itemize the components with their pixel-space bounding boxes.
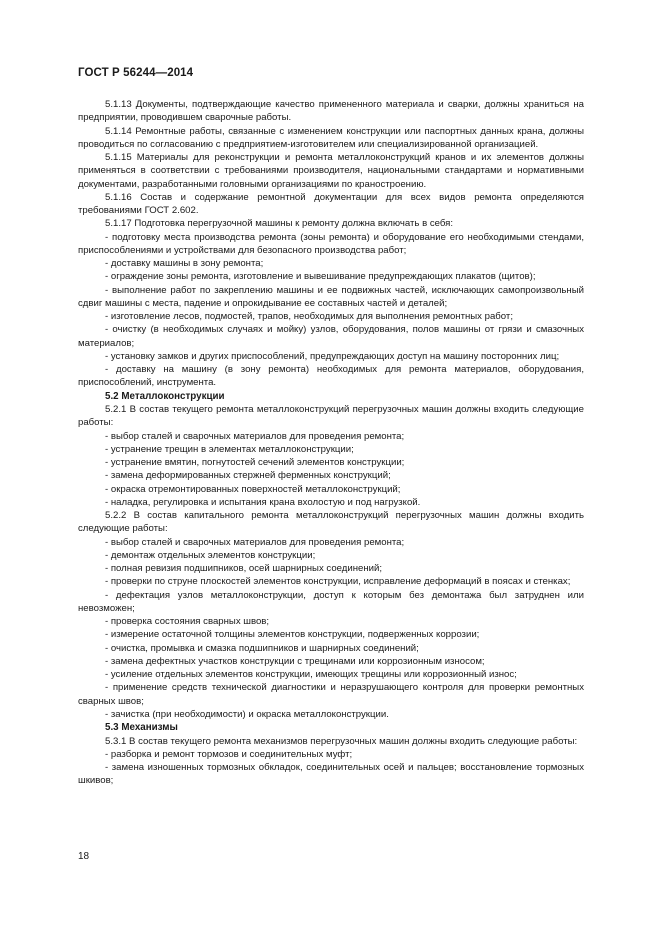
document-header: ГОСТ Р 56244—2014	[78, 67, 194, 79]
paragraph: - выбор сталей и сварочных материалов для проведения ремонта;	[105, 430, 405, 442]
paragraph: 5.1.14 Ремонтные работы, связанные с изменением конструкции или паспортных данных крана, должны проводиться по согласованию с предприятием-изготовителем или специализированной организацией.	[78, 125, 584, 150]
paragraph: 5.1.13 Документы, подтверждающие качество примененного материала и сварки, должны храниться на предприятии, проводившем сварочные работы.	[78, 99, 584, 124]
section-heading: 5.3 Механизмы	[105, 722, 178, 734]
paragraph: - устранение вмятин, погнутостей сечений элементов конструкции;	[105, 457, 405, 469]
paragraph: - измерение остаточной толщины элементов конструкции, подверженных коррозии;	[105, 629, 480, 641]
paragraph: - наладка, регулировка и испытания крана вхолостую и под нагрузкой.	[105, 496, 421, 508]
paragraph: - применение средств технической диагностики и неразрушающего контроля для проверки ремонтных сварных швов;	[78, 682, 584, 707]
document-body	[78, 98, 584, 788]
paragraph: 5.2.1 В состав текущего ремонта металлоконструкций перегрузочных машин должны входить следующие работы:	[78, 404, 584, 429]
paragraph: - проверка состояния сварных швов;	[105, 616, 270, 628]
paragraph: - зачистка (при необходимости) и окраска металлоконструкции.	[105, 708, 389, 720]
section-heading: 5.2 Металлоконструкции	[105, 390, 225, 402]
paragraph: - замена изношенных тормозных обкладок, соединительных осей и пальцев; восстановление тормозных шкивов;	[78, 762, 584, 787]
paragraph: 5.1.17 Подготовка перегрузочной машины к ремонту должна включать в себя:	[105, 218, 454, 230]
paragraph: - подготовку места производства ремонта (зоны ремонта) и оборудование его необходимыми стендами, приспособлениями и устройствами для безопасного производства работ;	[78, 231, 584, 256]
paragraph: - выполнение работ по закреплению машины и ее подвижных частей, исключающих самопроизвольный сдвиг машины с места, падение и опрокидывание ее составных частей и деталей;	[78, 284, 584, 309]
paragraph: 5.3.1 В состав текущего ремонта механизмов перегрузочных машин должны входить следующие работы:	[105, 735, 578, 747]
paragraph: - усиление отдельных элементов конструкции, имеющих трещины или коррозионный износ;	[105, 669, 517, 681]
paragraph: - очистку (в необходимых случаях и мойку) узлов, оборудования, полов машины от грязи и смазочных материалов;	[78, 324, 584, 349]
paragraph: 5.1.15 Материалы для реконструкции и ремонта металлоконструкций кранов и их элементов должны применяться в соответствии с требованиями производителя, национальными стандартами и нормативными документами, разработанными головными организациями по краностроению.	[78, 152, 584, 190]
paragraph: - проверки по струне плоскостей элементов конструкции, исправление деформаций в поясах и стенках;	[105, 576, 571, 588]
paragraph: 5.1.16 Состав и содержание ремонтной документации для всех видов ремонта определяются требованиями ГОСТ 2.602.	[78, 191, 584, 216]
paragraph: - доставку на машину (в зону ремонта) необходимых для ремонта материалов, оборудования, приспособлений, инструмента.	[78, 364, 584, 389]
paragraph: - изготовление лесов, подмостей, трапов, необходимых для выполнения ремонтных работ;	[105, 311, 513, 322]
paragraph: - замена деформированных стержней ферменных конструкций;	[105, 470, 391, 482]
paragraph: - ограждение зоны ремонта, изготовление и вывешивание предупреждающих плакатов (щитов);	[105, 271, 536, 283]
paragraph: - установку замков и других приспособлений, предупреждающих доступ на машину посторонних лиц;	[105, 350, 560, 362]
paragraph: - доставку машины в зону ремонта;	[105, 258, 264, 269]
paragraph: 5.2.2 В состав капитального ремонта металлоконструкций перегрузочных машин должны входить следующие работы:	[78, 510, 584, 535]
paragraph: - устранение трещин в элементах металлоконструкции;	[105, 443, 354, 455]
paragraph: - разборка и ремонт тормозов и соединительных муфт;	[105, 748, 353, 760]
paragraph: - дефектация узлов металлоконструкции, доступ к которым без демонтажа был затруднен или невозможен;	[78, 589, 584, 614]
paragraph: - выбор сталей и сварочных материалов для проведения ремонта;	[105, 536, 405, 548]
paragraph: - полная ревизия подшипников, осей шарнирных соединений;	[105, 563, 383, 575]
paragraph: - замена дефектных участков конструкции с трещинами или коррозионным износом;	[105, 655, 485, 667]
paragraph: - очистка, промывка и смазка подшипников и шарнирных соединений;	[105, 642, 419, 654]
page-number: 18	[78, 851, 90, 862]
paragraph: - окраска отремонтированных поверхностей металлоконструкций;	[105, 483, 401, 495]
paragraph: - демонтаж отдельных элементов конструкции;	[105, 549, 316, 561]
